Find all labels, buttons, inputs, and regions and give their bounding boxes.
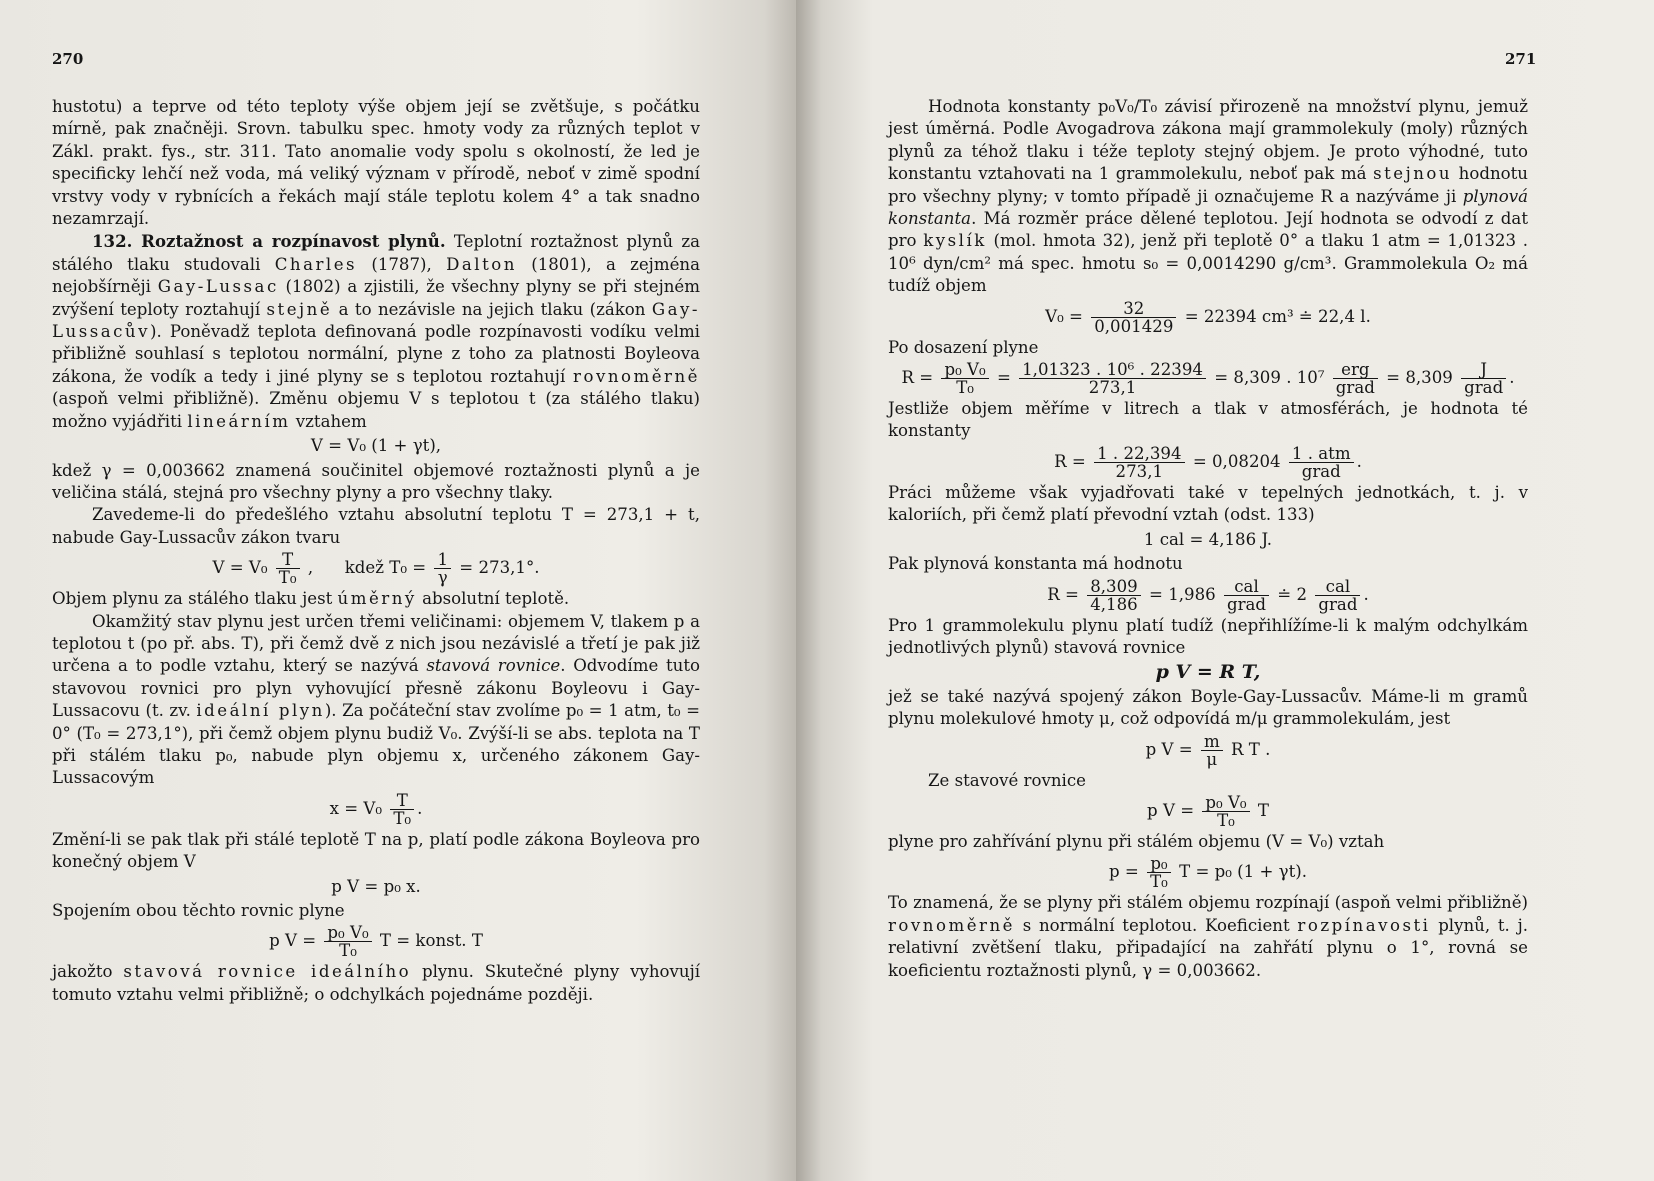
- paragraph: Spojením obou těchto rovnic plyne: [52, 901, 345, 920]
- fraction: $\frac{\text{p₀ V₀}}{\text{T₀}}$: [324, 924, 371, 959]
- paragraph: Pro 1 grammolekulu plynu platí tudíž (nepřihlížíme-li k malým odchylkám jednotlivých plynů) stavová rovnice: [888, 615, 1528, 657]
- right-page: [796, 0, 1654, 1181]
- fraction: $\frac{1 . 22,394}{273,1}$: [1094, 445, 1184, 480]
- equation-state-2: p V = $\frac{\text{p₀ V₀}}{\text{T₀}}$ T: [1147, 792, 1269, 830]
- fraction: $\frac{m}{\mu}$: [1201, 733, 1223, 768]
- fraction: $\frac{\text{p₀}}{\text{T₀}}$: [1147, 855, 1171, 890]
- paragraph: Po dosazení plyne: [888, 337, 1039, 357]
- paragraph: kdež γ = 0,003662 znamená součinitel objemové roztažnosti plynů a je veličina stálá, stejná pro všechny plyny a pro všechny tlaky.: [52, 460, 700, 502]
- paragraph: Jestliže objem měříme v litrech a tlak v atmosférách, je hodnota té konstanty: [888, 399, 1528, 441]
- fraction: $\frac{T}{\text{T₀}}$: [390, 792, 414, 827]
- equation-r-value: R = $\frac{\text{p₀ V₀}}{\text{T₀}}$ = $\frac{\text{1,01323 . 10⁶ . 22394}}{273,1}$ = 8,309 . 10⁷ $\frac{\text{erg}}{\text{grad}}$ = 8,309 $\frac{J}{\text{grad}}$ .: [901, 360, 1515, 398]
- fraction: $\frac{\text{cal}}{\text{grad}}$: [1315, 578, 1360, 613]
- paragraph: Objem plynu za stálého tlaku jest úměrný absolutní teplotě.: [52, 589, 570, 609]
- equation-pv-m: p V = $\frac{m}{\mu}$ R T .: [1145, 731, 1271, 769]
- equation-v0: V₀ = $\frac{32}{0,001429}$ = 22394 cm³ ≐ 22,4 l.: [1045, 298, 1371, 336]
- fraction: $\frac{\text{p₀ V₀}}{\text{T₀}}$: [1202, 794, 1249, 829]
- paragraph: jakožto stavová rovnice ideálního plynu. Skutečné plyny vyhovují tomuto vztahu velmi přibližně; o odchylkách pojednáme později.: [52, 962, 701, 1004]
- left-page-text: [52, 96, 700, 1006]
- fraction: $\frac{T}{\text{T₀}}$: [276, 551, 300, 586]
- paragraph: To znamená, že se plyny při stálém objemu rozpínají (aspoň velmi přibližně) rovnoměrně s normální teplotou. Koeficient rozpínavosti plynů, t. j. relativní zvětšení tlaku, připadající na zahřátí plynu o 1°, rovná se koeficientu roztažnosti plynů, γ = 0,003662.: [888, 893, 1528, 980]
- page-number-right: 271: [1505, 50, 1537, 68]
- equation-boyle: p V = p₀ x.: [331, 876, 421, 896]
- paragraph: Okamžitý stav plynu jest určen třemi veličinami: objemem V, tlakem p a teplotou t (po př. abs. T), při čemž dvě z nich jsou nezávislé a třetí je pak již určena a to podle vztahu, který se nazývá stavová rovnice. Odvodíme tuto stavovou rovnici pro plyn vyhovující přesně zákonu Boyleovu i Gay-Lussacovu (t. zv. ideální plyn). Za počáteční stav zvolíme p₀ = 1 atm, t₀ = 0° (T₀ = 273,1°), při čemž objem plynu budiž V₀. Zvýší-li se abs. teplota na T při stálém tlaku p₀, nabude plyn objemu x, určeného zákonem Gay-Lussacovým: [52, 611, 700, 788]
- fraction: $\frac{J}{\text{grad}}$: [1461, 361, 1506, 396]
- equation-gay-lussac: V = V₀ $\frac{T}{\text{T₀}}$ , kdež T₀ = $\frac{1}{\gamma}$ = 273,1°.: [212, 550, 540, 588]
- paragraph: jež se také nazývá spojený zákon Boyle-Gay-Lussacův. Máme-li m gramů plynu molekulové hmoty μ, což odpovídá m/μ grammolekulám, jest: [888, 686, 1528, 729]
- paragraph: plyne pro zahřívání plynu při stálém objemu (V = V₀) vztah: [888, 831, 1385, 851]
- paragraph: Pak plynová konstanta má hodnotu: [888, 554, 1183, 574]
- paragraph: Ze stavové rovnice: [928, 770, 1086, 790]
- equation-pv-rt: p V = R T,: [1155, 661, 1261, 684]
- fraction: $\frac{\text{erg}}{\text{grad}}$: [1333, 361, 1378, 396]
- page-number-left: 270: [52, 50, 84, 68]
- equation-x: x = V₀ $\frac{T}{\text{T₀}}$ .: [329, 790, 423, 828]
- paragraph: Změní-li se pak tlak při stálé teplotě T na p, platí podle zákona Boyleova pro konečný objem V: [52, 829, 700, 872]
- fraction: $\frac{\text{p₀ V₀}}{\text{T₀}}$: [941, 361, 988, 396]
- paragraph: Hodnota konstanty p₀V₀/T₀ závisí přirozeně na množství plynu, jemuž jest úměrná. Podle Avogadrova zákona mají grammolekuly (moly) různých plynů za téhož tlaku i téže teploty stejný objem. Je proto výhodné, tuto konstantu vztahovati na 1 grammolekulu, neboť pak má stejnou hodnotu pro všechny plyny; v tomto případě ji označujeme R a nazýváme ji plynová konstanta. Má rozměr práce dělené teplotou. Její hodnota se odvodí z dat pro kyslík (mol. hmota 32), jenž při teplotě 0° a tlaku 1 atm = 1,01323 . 10⁶ dyn/cm² má spec. hmotu s₀ = 0,0014290 g/cm³. Grammolekula O₂ má tudíž objem: [888, 97, 1528, 296]
- fraction: $\frac{\text{1,01323 . 10⁶ . 22394}}{273,1}$: [1019, 361, 1206, 396]
- equation-pressure: p = $\frac{\text{p₀}}{\text{T₀}}$ T = p₀ (1 + γt).: [1109, 854, 1307, 892]
- equation-r-cal: R = $\frac{8,309}{4,186}$ = 1,986 $\frac{\text{cal}}{\text{grad}}$ ≐ 2 $\frac{\text{cal}}{\text{grad}}$ .: [1047, 576, 1369, 614]
- equation-state: p V = $\frac{\text{p₀ V₀}}{\text{T₀}}$ T = konst. T: [269, 923, 483, 961]
- fraction: $\frac{8,309}{4,186}$: [1087, 578, 1141, 613]
- paragraph: Zavedeme-li do předešlého vztahu absolutní teplotu T = 273,1 + t, nabude Gay-Lussacův zákon tvaru: [52, 505, 700, 547]
- equation-calorie: 1 cal = 4,186 J.: [1143, 529, 1273, 549]
- fraction: $\frac{32}{0,001429}$: [1091, 300, 1176, 335]
- equation-r-litres: R = $\frac{1 . 22,394}{273,1}$ = 0,08204 $\frac{\text{1 . atm}}{\text{grad}}$ .: [1054, 443, 1362, 481]
- fraction: $\frac{\text{cal}}{\text{grad}}$: [1224, 578, 1269, 613]
- right-page-text: [888, 96, 1528, 982]
- equation-linear: V = V₀ (1 + γt),: [310, 436, 442, 456]
- fraction: $\frac{\text{1 . atm}}{\text{grad}}$: [1289, 445, 1354, 480]
- left-page: [0, 0, 796, 1181]
- section-heading: 132. Roztažnost a rozpínavost plynů.: [92, 231, 446, 252]
- section-132: 132. Roztažnost a rozpínavost plynů. Teplotní roztažnost plynů za stálého tlaku studovali Charles (1787), Dalton (1801), a zejména nejobšírněji Gay-Lussac (1802) a zjistili, že všechny plyny se při stejném zvýšení teploty roztahují stejně a to nezávisle na jejich tlaku (zákon Gay-Lussacův). Poněvadž teplota definovaná podle rozpínavosti vodíku velmi přibližně souhlasí s teplotou normální, plyne z toho za platnosti Boyleova zákona, že vodík a tedy i jiné plyny se s teplotou roztahují rovnoměrně (aspoň velmi přibližně). Změnu objemu V s teplotou t (za stálého tlaku) možno vyjádřiti lineárním vztahem: [52, 231, 700, 431]
- fraction: $\frac{1}{\gamma}$: [434, 551, 451, 586]
- paragraph: Práci můžeme však vyjadřovati také v tepelných jednotkách, t. j. v kaloriích, při čemž platí převodní vztah (odst. 133): [888, 482, 1528, 525]
- paragraph: hustotu) a teprve od této teploty výše objem její se zvětšuje, s počátku mírně, pak značněji. Srovn. tabulku spec. hmoty vody za různých teplot v Zákl. prakt. fys., str. 311. Tato anomalie vody spolu s okolností, že led je specificky lehčí než voda, má veliký význam v přírodě, neboť v zimě spodní vrstvy vody v rybnících a řekách mají stále teplotu kolem 4° a tak snadno nezamrzají.: [52, 97, 700, 229]
